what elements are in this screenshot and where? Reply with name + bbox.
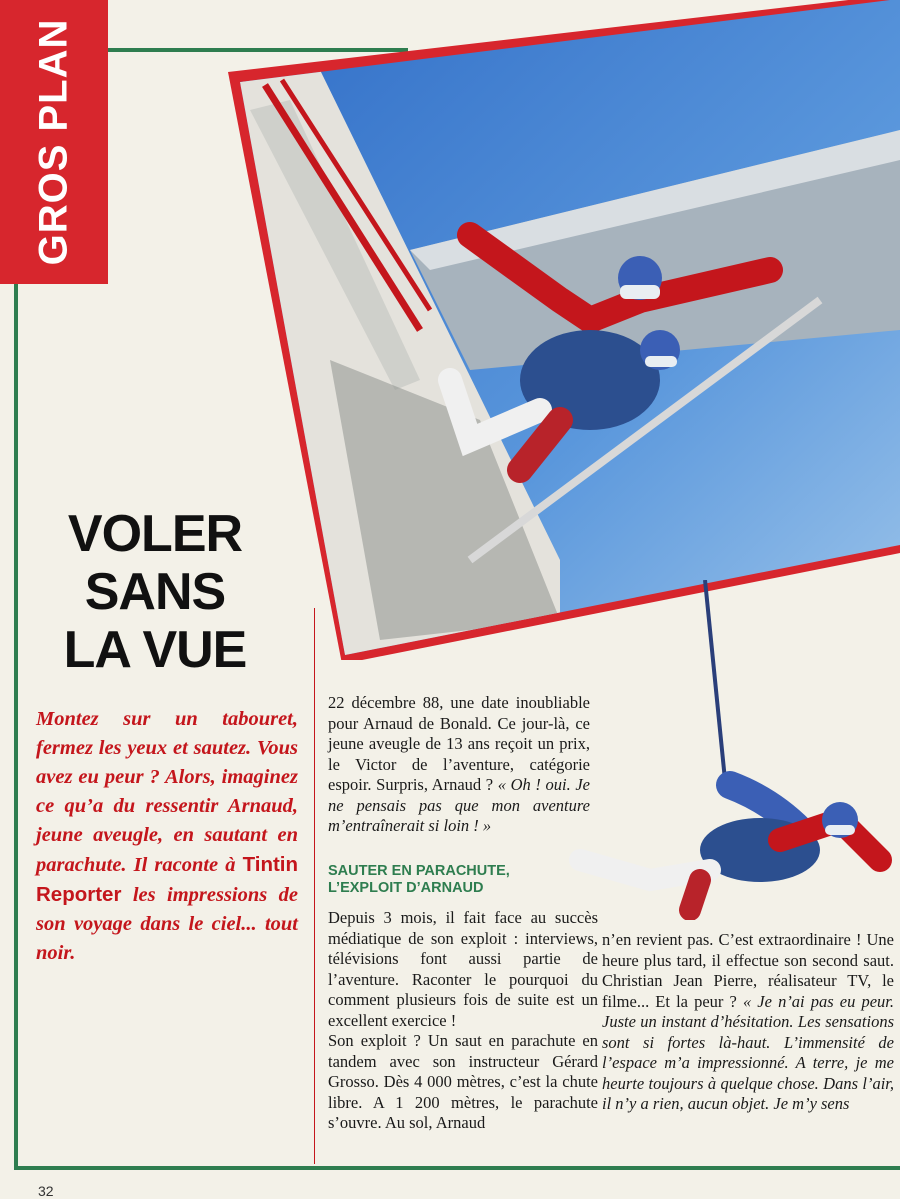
column-rule xyxy=(314,608,315,1164)
paragraph-text: n’en revient pas. C’est extraordinaire ! Une heure plus tard, il effectue son second saut. Christian Jean Pierre, réalisateur TV, le filme... Et la peur ? xyxy=(602,930,894,1011)
article-paragraph-2 xyxy=(328,908,598,1134)
headline xyxy=(30,505,280,679)
intro-paragraph xyxy=(36,705,298,968)
intro-text-1: Montez sur un tabouret, fermez les yeux et sautez. Vous avez eu peur ? Alors, imaginez ce qu’a du ressentir Arnaud, jeune aveugle, en sautant en parachute. Il raconte à xyxy=(36,708,298,876)
article-paragraph-1 xyxy=(328,693,590,837)
article-paragraph-3 xyxy=(602,930,894,1115)
paragraph-text: 22 décembre 88, une date inoubliable pour Arnaud de Bonald. Ce jour-là, ce jeune aveugle de 13 ans reçoit un prix, le Victor de l’aventure, catégorie espoir. Surpris, Arnaud ? xyxy=(328,693,590,794)
frame-bottom-rule xyxy=(14,1166,900,1170)
page-number: 32 xyxy=(38,1183,54,1199)
brand-name: Tintin Reporter xyxy=(36,853,299,906)
subheading: SAUTER EN PARACHUTE, L’EXPLOIT D’ARNAUD xyxy=(328,863,510,896)
intro-text-2: les impressions de son voyage dans le ciel... tout noir. xyxy=(36,884,299,964)
quote: « Oh ! oui. Je ne pensais pas que mon aventure m’entraînerait si loin ! » xyxy=(328,775,590,835)
headline-line-3: LA VUE xyxy=(63,621,247,679)
section-tab-label: GROS PLAN xyxy=(31,18,76,266)
paragraph-text: Depuis 3 mois, il fait face au succès médiatique de son exploit : interviews, télévisions font aussi partie de l’aventure. Raconter le pourquoi du comment plusieurs fois de suite est un excellent exercice ! xyxy=(328,908,598,1030)
headline-line-2: SANS xyxy=(84,563,226,621)
headline-line-1: VOLER xyxy=(67,505,243,563)
paragraph-text: Son exploit ? Un saut en parachute en tandem avec son instructeur Gérard Grosso. Dès 4 000 mètres, c’est la chute libre. A 1 200 mètres, le parachute s’ouvre. Au sol, Arnaud xyxy=(328,1031,598,1132)
tandem-photo xyxy=(540,580,900,920)
quote: « Je n’ai pas eu peur. Juste un instant d’hésitation. Les sensations sont si fortes là-haut. L’immensité de l’espace m’a impressionné. A terre, je me heurte toujours à quelque chose. Dans l’air, il n’y a rien, aucun objet. Je m’y sens xyxy=(602,991,894,1113)
